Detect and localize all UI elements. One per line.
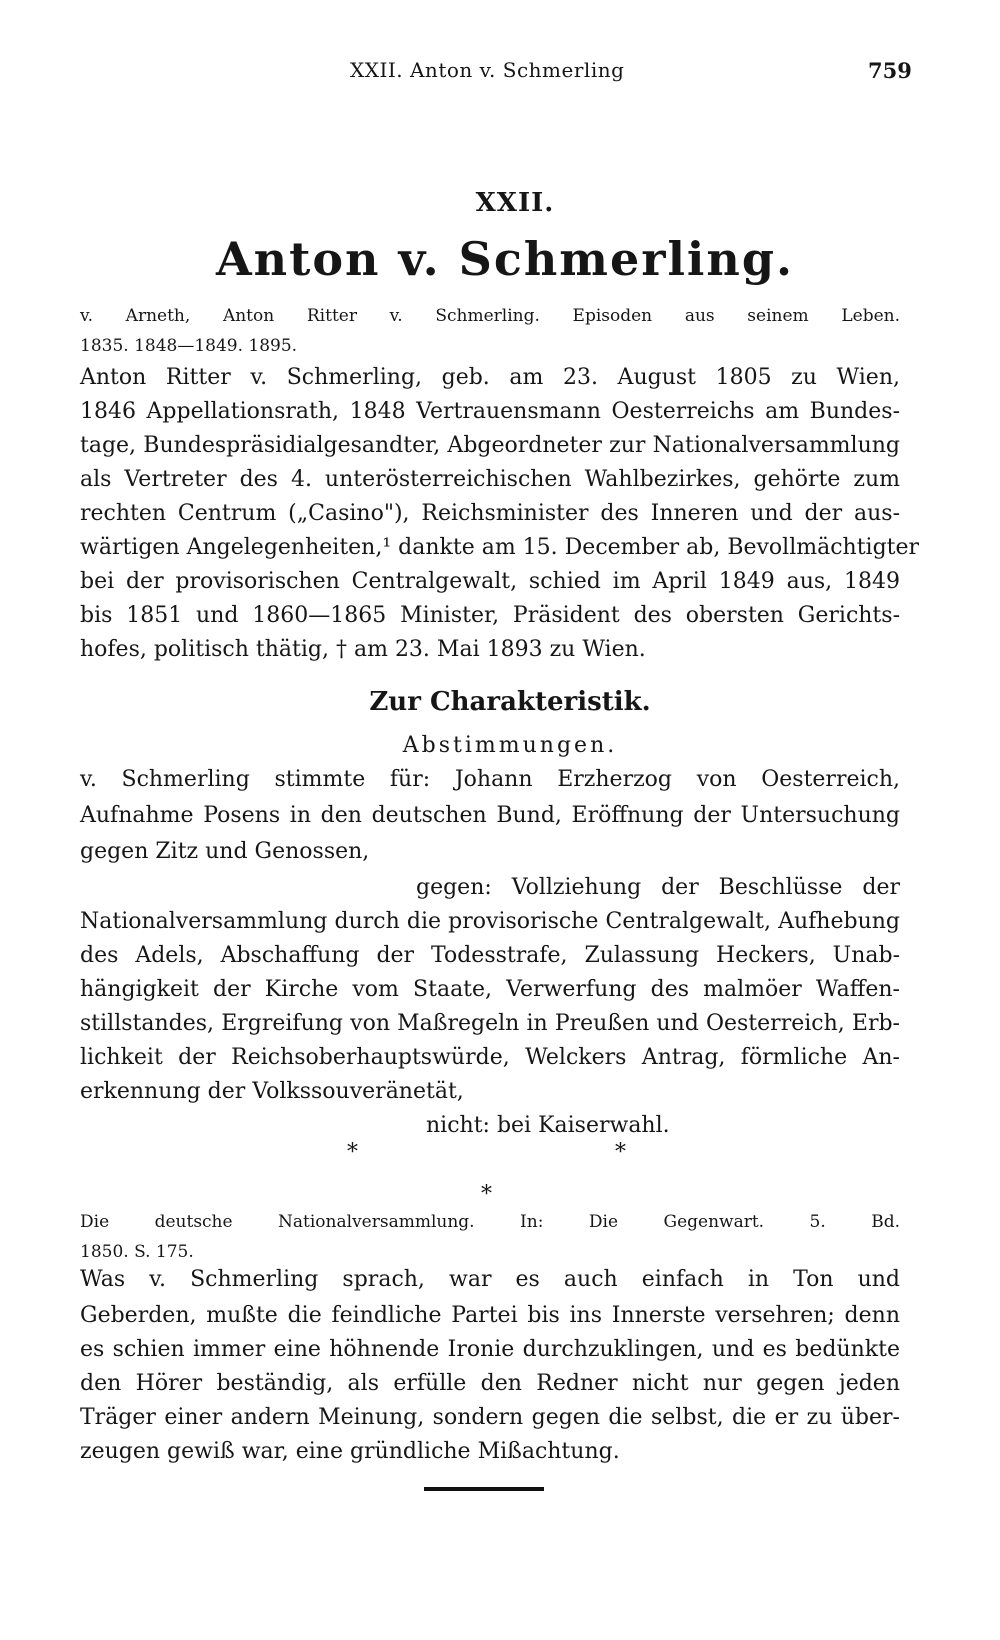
votes-for-line: Aufnahme Posens in den deutschen Bund, Eröffnung der Untersuchung — [80, 803, 900, 828]
asterism-star: * — [615, 1140, 626, 1165]
closing-line: Träger einer andern Meinung, sondern gegen die selbst, die er zu über- — [80, 1405, 900, 1430]
source-line: v. Arneth, Anton Ritter v. Schmerling. Episoden aus seinem Leben. — [80, 306, 900, 326]
bio-line: Anton Ritter v. Schmerling, geb. am 23. August 1805 zu Wien, — [80, 365, 900, 390]
section-subheading: Abstimmungen. — [402, 733, 618, 758]
bio-line: 1846 Appellationsrath, 1848 Vertrauensmann Oesterreichs am Bundes- — [80, 399, 900, 424]
votes-for-line: v. Schmerling stimmte für: Johann Erzherzog von Oesterreich, — [80, 767, 900, 792]
bio-line: bis 1851 und 1860—1865 Minister, Präsident des obersten Gerichts- — [80, 603, 900, 628]
votes-not-line: nicht: bei Kaiserwahl. — [426, 1113, 670, 1138]
votes-against-line: des Adels, Abschaffung der Todesstrafe, Zulassung Heckers, Unab- — [80, 943, 900, 968]
bio-line: hofes, politisch thätig, † am 23. Mai 1893 zu Wien. — [80, 637, 646, 662]
asterism-star: * — [347, 1140, 358, 1165]
citation-line: 1850. S. 175. — [80, 1242, 194, 1262]
votes-against-line: lichkeit der Reichsoberhauptswürde, Welckers Antrag, förmliche An- — [80, 1045, 900, 1070]
bio-line: rechten Centrum („Casino"), Reichsminister des Inneren und der aus- — [80, 501, 900, 526]
votes-against-line: gegen: Vollziehung der Beschlüsse der — [416, 875, 900, 900]
bio-line: als Vertreter des 4. unterösterreichischen Wahlbezirkes, gehörte zum — [80, 467, 900, 492]
section-heading: Zur Charakteristik. — [369, 687, 651, 717]
closing-line: Geberden, mußte die feindliche Partei bis ins Innerste versehren; denn — [80, 1303, 900, 1328]
closing-line: zeugen gewiß war, eine gründliche Mißachtung. — [80, 1439, 620, 1464]
closing-line: es schien immer eine höhnende Ironie durchzuklingen, und es bedünkte — [80, 1337, 900, 1362]
chapter-numeral: XXII. — [475, 188, 555, 218]
votes-against-line: erkennung der Volkssouveränetät, — [80, 1079, 464, 1104]
asterism-star: * — [481, 1182, 492, 1207]
source-line: 1835. 1848—1849. 1895. — [80, 336, 298, 356]
closing-line: Was v. Schmerling sprach, war es auch einfach in Ton und — [80, 1267, 900, 1292]
bio-line: bei der provisorischen Centralgewalt, schied im April 1849 aus, 1849 — [80, 569, 900, 594]
votes-against-line: hängigkeit der Kirche vom Staate, Verwerfung des malmöer Waffen- — [80, 977, 900, 1002]
votes-for-line: gegen Zitz und Genossen, — [80, 839, 370, 864]
votes-against-line: Nationalversammlung durch die provisorische Centralgewalt, Aufhebung — [80, 909, 900, 934]
end-rule — [424, 1487, 544, 1491]
closing-line: den Hörer beständig, als erfülle den Redner nicht nur gegen jeden — [80, 1371, 900, 1396]
citation-line: Die deutsche Nationalversammlung. In: Die Gegenwart. 5. Bd. — [80, 1212, 900, 1232]
running-header-title: XXII. Anton v. Schmerling — [350, 58, 625, 82]
bio-line: tage, Bundespräsidialgesandter, Abgeordneter zur Nationalversammlung — [80, 433, 900, 458]
chapter-title: Anton v. Schmerling. — [215, 232, 795, 286]
votes-against-line: stillstandes, Ergreifung von Maßregeln in Preußen und Oesterreich, Erb- — [80, 1011, 900, 1036]
page-number: 759 — [868, 58, 912, 83]
bio-line: wärtigen Angelegenheiten,¹ dankte am 15. December ab, Bevollmächtigter — [80, 535, 920, 560]
